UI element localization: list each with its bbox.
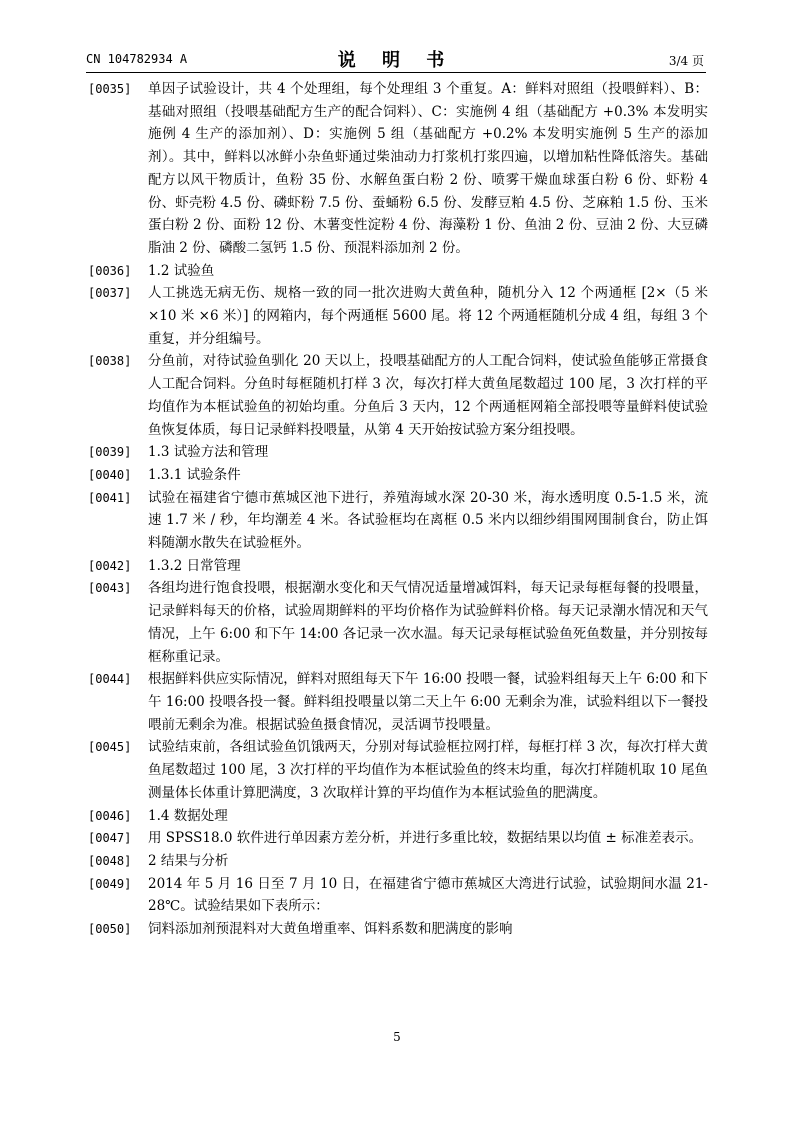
paragraph-number: [0038]	[88, 354, 132, 369]
section-heading: 1.3.1 试验条件	[148, 466, 241, 483]
paragraph-text: 人工挑选无病无伤、规格一致的同一批次进购大黄鱼种，随机分入 12 个两通框 [2×（5 米 ×10 米 ×6 米）] 的网箱内，每个两通框 5600 尾。将 12 个两通框随机分成 4 组，每组 3 个重复，并分组编号。	[148, 285, 708, 347]
paragraph-number: [0039]	[88, 445, 132, 460]
paragraph	[88, 918, 708, 941]
paragraph-text: 分鱼前，对待试验鱼驯化 20 天以上，投喂基础配方的人工配合饲料，使试验鱼能够正常摄食人工配合饲料。分鱼时每框随机打样 3 次，每次打样大黄鱼尾数超过 100 尾，3 次打样的平均值作为本框试验鱼的初始均重。分鱼后 3 天内，12 个两通框网箱全部投喂等量鲜料使试验鱼恢复体质，每日记录鲜料投喂量，从第 4 天开始按试验方案分组投喂。	[148, 353, 708, 438]
paragraph-text: 各组均进行饱食投喂，根据潮水变化和天气情况适量增减饵料，每天记录每框每餐的投喂量，记录鲜料每天的价格，试验周期鲜料的平均价格作为试验鲜料价格。每天记录潮水情况和天气情况，上午 6:00 和下午 14:00 各记录一次水温。每天记录每框试验鱼死鱼数量，并分别按每框称重记录。	[148, 580, 708, 665]
paragraph	[88, 850, 708, 873]
paragraph	[88, 577, 708, 668]
paragraph-number: [0043]	[88, 581, 132, 596]
paragraph-number: [0040]	[88, 467, 132, 482]
paragraph-number: [0035]	[88, 82, 132, 96]
section-heading: 2 结果与分析	[148, 852, 229, 869]
paragraph	[88, 78, 708, 260]
paragraph-number: [0036]	[88, 263, 132, 278]
paragraph-text: 2014 年 5 月 16 日至 7 月 10 日，在福建省宁德市蕉城区大湾进行试验，试验期间水温 21-28℃。试验结果如下表所示：	[148, 875, 708, 915]
section-heading: 1.2 试验鱼	[148, 262, 215, 279]
section-heading: 1.3 试验方法和管理	[148, 444, 269, 461]
paragraph	[88, 260, 708, 283]
paragraph	[88, 873, 708, 918]
document-title: 说 明 书	[337, 50, 455, 71]
paragraph-number: [0042]	[88, 558, 132, 573]
paragraph	[88, 555, 708, 578]
section-heading: 1.4 数据处理	[148, 807, 228, 824]
paragraph	[88, 736, 708, 804]
paragraph	[88, 668, 708, 736]
section-heading: 1.3.2 日常管理	[148, 557, 241, 574]
paragraph-number: [0044]	[88, 672, 132, 687]
paragraph	[88, 282, 708, 350]
patent-number: CN 104782934 A	[86, 52, 188, 66]
page-number: 5	[393, 1030, 401, 1044]
paragraph	[88, 464, 708, 487]
paragraph-text: 单因子试验设计，共 4 个处理组，每个处理组 3 个重复。A：鲜料对照组（投喂鲜料）、B：基础对照组（投喂基础配方生产的配合饲料）、C：实施例 4 组（基础配方 +0.3% 本发明实施例 4 生产的添加剂）、D：实施例 5 组（基础配方 +0.2% 本发明实施例 5 生产的添加剂）。其中，鲜料以冰鲜小杂鱼虾通过柴油动力打浆机打浆四遍，以增加粘性降低溶失。基础配方以风干物质计，鱼粉 35 份、水解鱼蛋白粉 2 份、喷雾干燥血球蛋白粉 6 份、虾粉 4 份、虾壳粉 4.5 份、磷虾粉 7.5 份、蚕蛹粉 6.5 份、发酵豆粕 4.5 份、芝麻粕 1.5 份、玉米蛋白粉 2 份、面粉 12 份、木薯变性淀粉 4 份、海藻粉 1 份、鱼油 2 份、豆油 2 份、大豆磷脂油 2 份、磷酸二氢钙 1.5 份、预混料添加剂 2 份。	[148, 81, 708, 256]
paragraph-number: [0048]	[88, 853, 132, 868]
paragraph	[88, 441, 708, 464]
paragraph-number: [0045]	[88, 740, 132, 755]
paragraph	[88, 805, 708, 828]
paragraph-text: 根据鲜料供应实际情况，鲜料对照组每天下午 16:00 投喂一餐，试验料组每天上午 6:00 和下午 16:00 投喂各投一餐。鲜料组投喂量以第二天上午 6:00 无剩余为准，试验料组以下一餐投喂前无剩余为准。根据试验鱼摄食情况，灵活调节投喂量。	[148, 671, 708, 733]
paragraph	[88, 350, 708, 441]
paragraph	[88, 827, 708, 850]
paragraph-text: 试验结束前，各组试验鱼饥饿两天，分别对每试验框拉网打样，每框打样 3 次，每次打样大黄鱼尾数超过 100 尾，3 次打样的平均值作为本框试验鱼的终末均重，每次打样随机取 10 尾鱼测量体长体重计算肥满度，3 次取样计算的平均值作为本框试验鱼的肥满度。	[148, 739, 708, 801]
page-header	[86, 46, 706, 73]
page-indicator: 3/4 页	[668, 54, 704, 68]
paragraph	[88, 487, 708, 555]
paragraph-number: [0037]	[88, 286, 132, 301]
paragraph-number: [0047]	[88, 831, 132, 846]
paragraph-text: 试验在福建省宁德市蕉城区池下进行，养殖海域水深 20-30 米，海水透明度 0.5-1.5 米，流速 1.7 米 / 秒，年均潮差 4 米。各试验框均在离框 0.5 米内以细纱绢围网围制食台，防止饵料随潮水散失在试验框外。	[148, 489, 708, 552]
paragraph-number: [0050]	[88, 922, 132, 937]
paragraph-number: [0049]	[88, 876, 132, 891]
paragraph-text: 饲料添加剂预混料对大黄鱼增重率、饵料系数和肥满度的影响	[148, 921, 513, 938]
paragraph-number: [0041]	[88, 490, 132, 505]
document-body	[88, 78, 708, 941]
paragraph-number: [0046]	[88, 808, 132, 823]
paragraph-text: 用 SPSS18.0 软件进行单因素方差分析，并进行多重比较，数据结果以均值 ± 标准差表示。	[148, 830, 703, 847]
